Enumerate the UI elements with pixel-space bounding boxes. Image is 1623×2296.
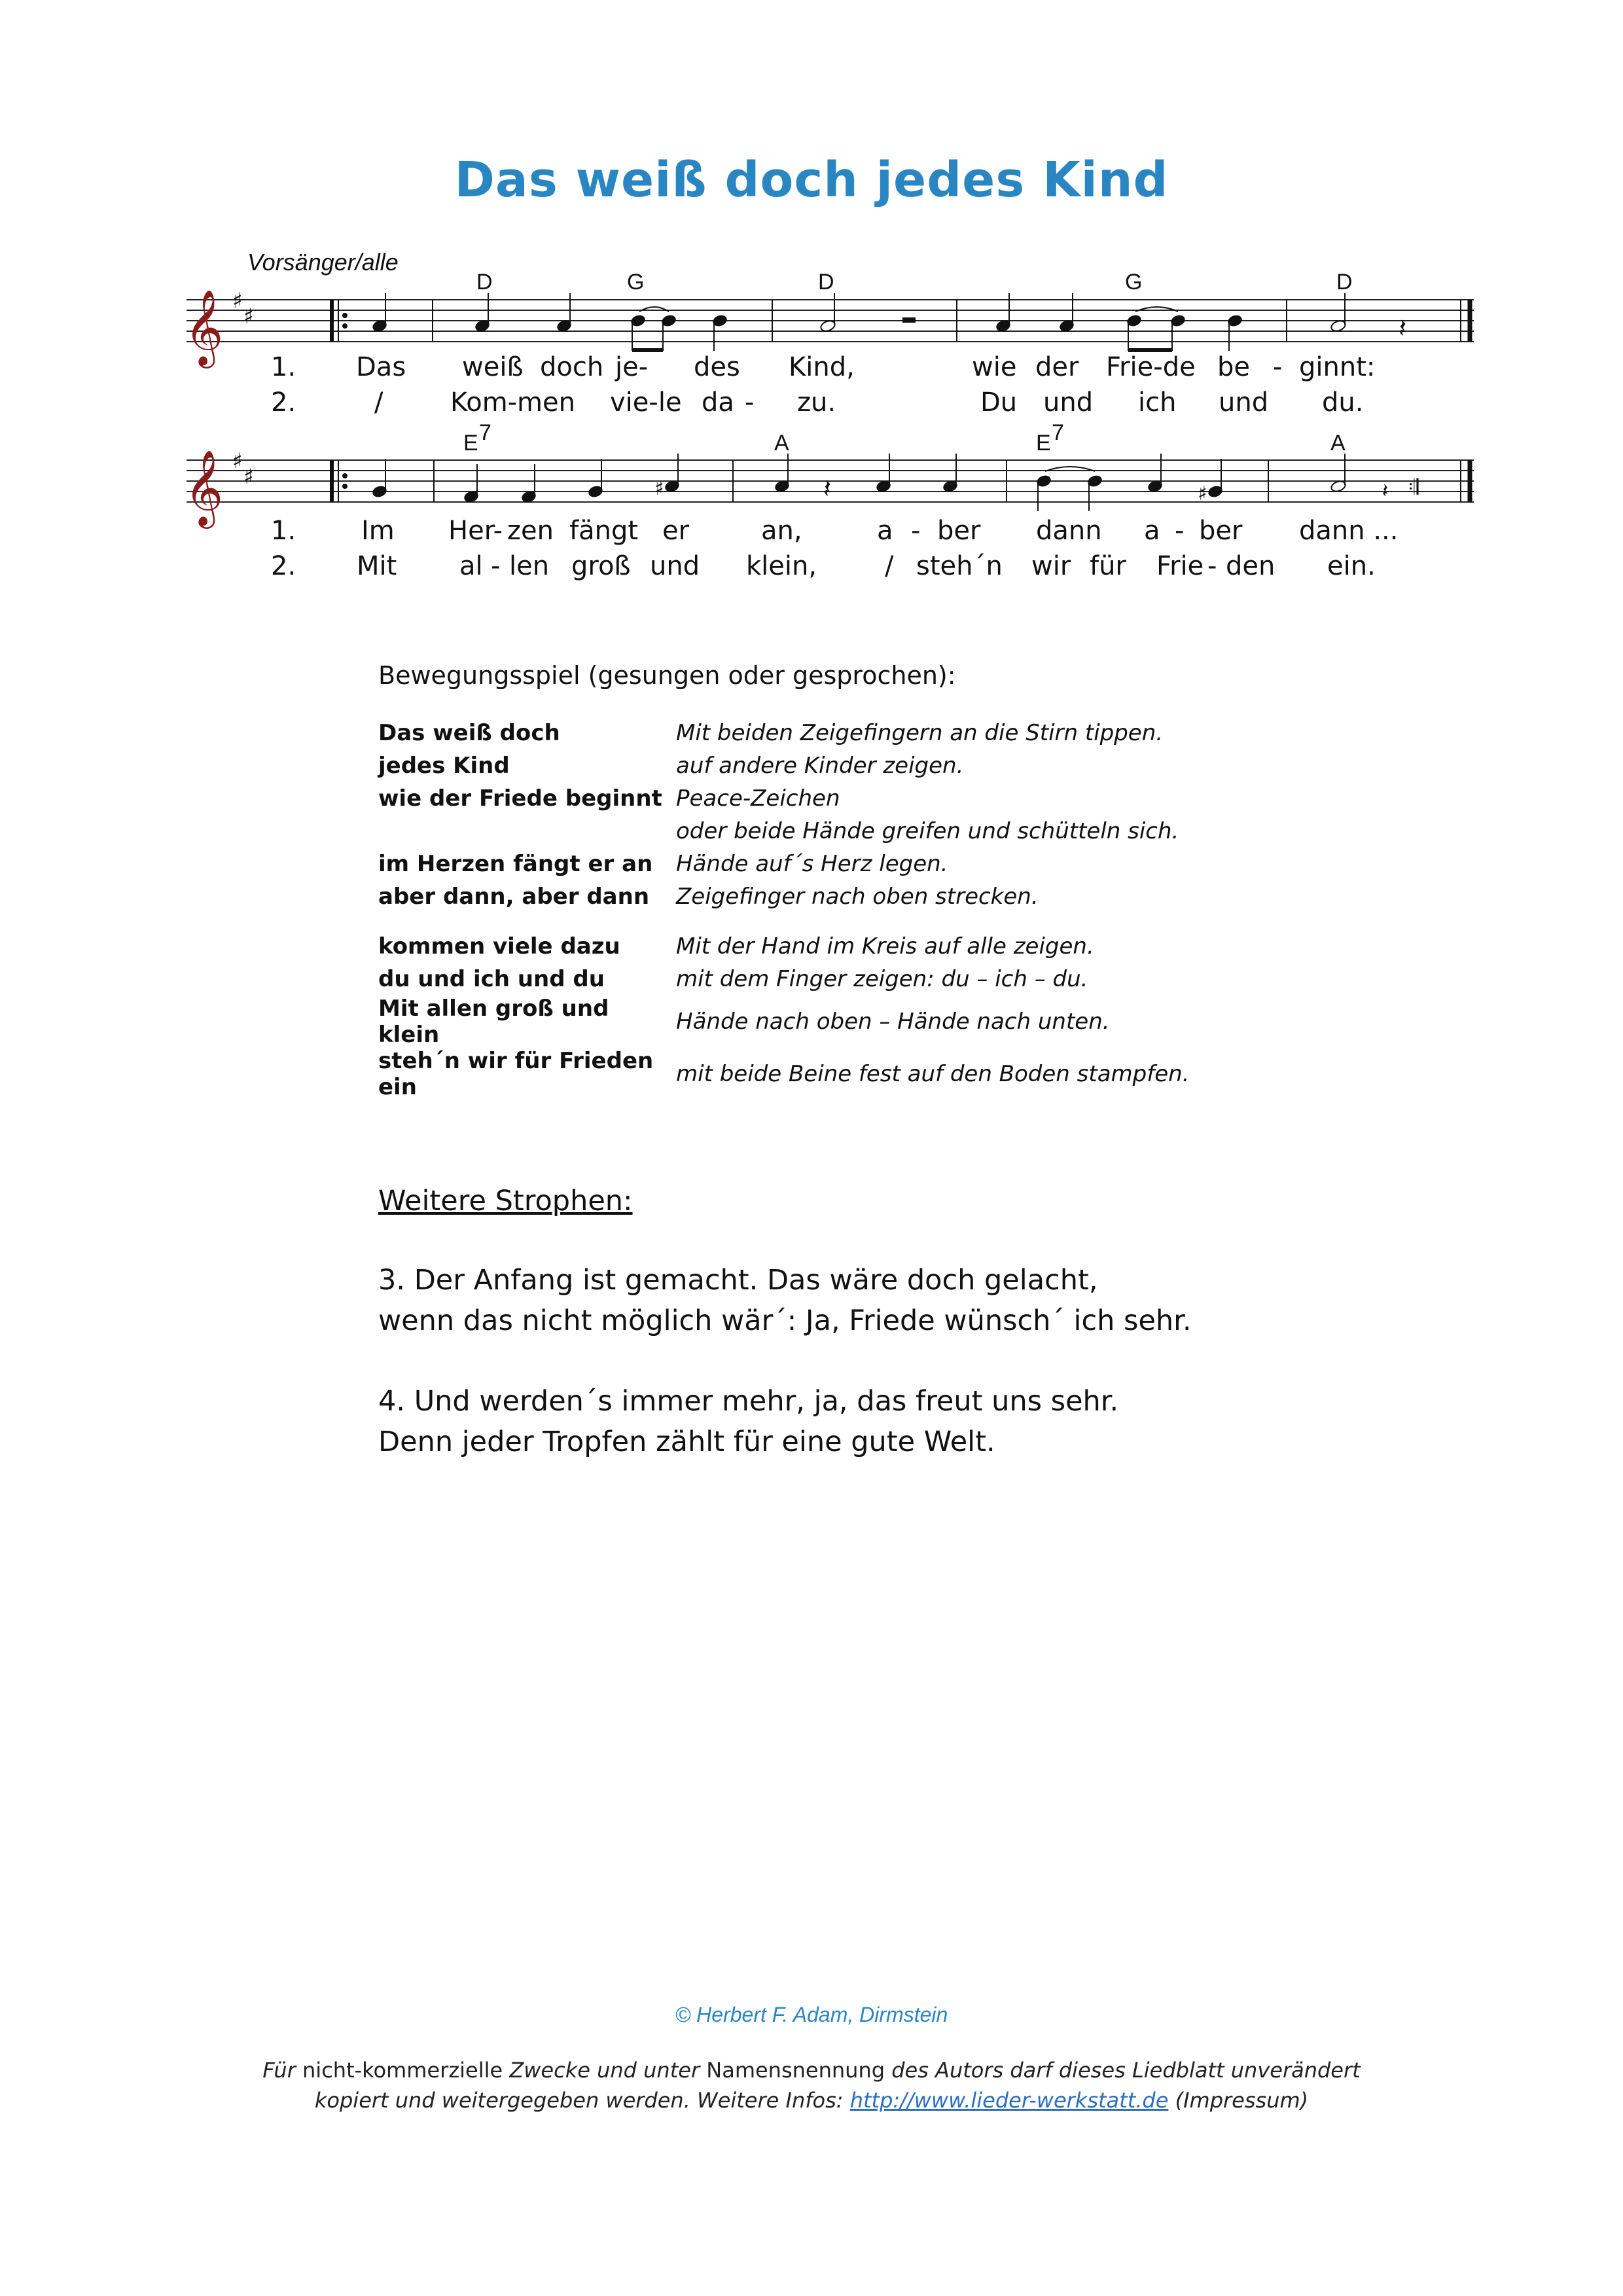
table-row [378,815,1190,848]
lyric-syllable: ich [1138,387,1177,418]
move-lyric: im Herzen fängt er an [378,851,653,877]
move-action: Hände auf´s Herz legen. [676,851,948,877]
lyric-syllable: Her- [448,516,503,546]
move-lyric: steh´n wir für Frieden ein [378,1048,654,1100]
lyric-hyphen: - [1175,516,1185,546]
move-lyric: jedes Kind [378,753,510,779]
lyric-syllable: Im [361,516,395,546]
quarter-rest-icon: 𝄽 [1399,314,1407,344]
move-action: Hände nach oben – Hände nach unten. [676,1009,1110,1035]
chord-superscript: 7 [1052,420,1064,445]
move-action: Mit beiden Zeigefingern an die Stirn tippen. [676,720,1164,746]
quarter-rest-icon: 𝄽 [823,474,832,504]
lyric-syllable: den [1226,551,1275,581]
table-row [378,930,1190,963]
staff-system-2 [0,419,1623,530]
verse-number: 1. [271,516,296,546]
license-text: Für [262,2058,303,2083]
move-lyric [378,815,676,848]
movement-game-table [378,717,1190,1100]
verse-number: 2. [271,387,296,418]
lyric-syllable: ein. [1327,551,1376,581]
key-sharp-icon: ♯ [243,304,254,329]
key-sharp-icon: ♯ [243,464,254,489]
lyric-syllable: ber [937,516,981,546]
lyric-syllable: er [662,516,690,546]
lyric-syllable: / [374,387,383,418]
move-lyric: kommen viele dazu [378,933,620,960]
verse-3 [378,1260,1192,1341]
chord-symbol: D [1336,270,1353,295]
lyric-syllable: groß [571,551,631,581]
move-action: mit beide Beine fest auf den Boden stampfen. [676,1061,1190,1087]
move-lyric: aber dann, aber dann [378,884,650,910]
lyric-syllable: zu. [797,387,836,418]
lyric-syllable: je- [615,352,649,382]
lyric-syllable: be [1217,352,1250,382]
table-row [378,717,1190,749]
lyric-syllable: Du [980,387,1018,418]
lyric-syllable: der [1035,352,1079,382]
license-emphasis: Namensnennung [706,2058,885,2083]
lyric-syllable: vie-le [610,387,682,418]
lyric-syllable: ginnt: [1299,352,1376,382]
lyric-syllable: len [509,551,550,581]
lyric-syllable: wie [972,352,1017,382]
verse-line: wenn das nicht möglich wär´: Ja, Friede wünsch´ ich sehr. [378,1304,1192,1337]
table-row [378,848,1190,880]
sharp-accidental-icon: ♯ [654,477,664,500]
song-title: Das weiß doch jedes Kind [454,152,1169,208]
lyric-syllable: klein, [746,551,817,581]
move-lyric: du und ich und du [378,966,605,992]
sharp-accidental-icon: ♯ [1198,482,1207,505]
chord-symbol: G [627,270,645,295]
lyric-syllable: al [459,551,483,581]
chord-symbol: A [774,431,789,456]
license-text: des Autors darf dieses Liedblatt unverändert [885,2058,1361,2083]
lyric-syllable: und [1043,387,1094,418]
lyric-syllable: du. [1322,387,1364,418]
move-lyric: Das weiß doch [378,720,560,746]
repeat-end-icon: 𝄇 [1408,475,1419,499]
move-action: Mit der Hand im Kreis auf alle zeigen. [676,933,1094,960]
lyric-syllable: a [877,516,893,546]
lyric-syllable: ber [1199,516,1243,546]
license-emphasis: nicht-kommerzielle [302,2058,503,2083]
table-row [378,880,1190,913]
license-text: Zwecke und unter [503,2058,707,2083]
copyright-notice: © Herbert F. Adam, Dirmstein [675,2003,948,2026]
lyric-hyphen: - [745,387,755,418]
lyric-syllable: wir [1031,551,1071,581]
lyric-syllable: steh´n [916,551,1003,581]
table-row [378,782,1190,815]
website-link[interactable]: http://www.lieder-werkstatt.de [849,2088,1169,2113]
chord-symbol: D [818,270,834,295]
verse-line: 4. Und werden´s immer mehr, ja, das freut uns sehr. [378,1385,1119,1418]
lyric-syllable: des [694,352,740,382]
movement-game-heading: Bewegungsspiel (gesungen oder gesprochen): [378,661,956,690]
move-action: mit dem Finger zeigen: du – ich – du. [676,966,1088,992]
lyric-hyphen: - [911,516,921,546]
license-notice [0,2055,1623,2115]
chord-symbol: E [463,431,478,456]
lyric-hyphen: - [1207,551,1217,581]
table-row [378,963,1190,996]
chord-symbol: A [1330,431,1346,456]
lyric-syllable: zen [507,516,554,546]
table-row [378,996,1190,1048]
lyric-syllable: Frie-de [1106,352,1196,382]
verse-line: 3. Der Anfang ist gemacht. Das wäre doch gelacht, [378,1264,1098,1297]
lyric-hyphen: - [1273,352,1283,382]
verse-4 [378,1381,1118,1462]
license-text: kopiert und weitergegeben werden. Weitere Infos: [314,2088,850,2113]
lyric-syllable: und [650,551,700,581]
license-text: (Impressum) [1168,2088,1309,2113]
chord-symbol: D [476,270,493,295]
lyric-syllable: men [517,387,575,418]
performer-label: Vorsänger/alle [247,249,399,276]
lyric-syllable: Frie [1156,551,1204,581]
table-row [378,1048,1190,1100]
chord-symbol: E [1036,431,1051,456]
verse-number: 2. [271,551,296,581]
quarter-rest-icon: 𝄽 [1382,480,1389,503]
lyric-syllable: für [1090,551,1126,581]
lyric-syllable: Mit [357,551,397,581]
lyric-syllable: / [885,551,894,581]
lyric-syllable: dann ... [1299,516,1399,546]
lyric-syllable: da [702,387,734,418]
verse-number: 1. [271,352,296,382]
key-sharp-icon: ♯ [232,288,243,313]
table-row [378,749,1190,782]
treble-clef-icon: 𝄞 [185,289,224,365]
lyric-syllable: Kind, [789,352,855,382]
lyric-syllable: dann [1036,516,1102,546]
move-lyric: Mit allen groß und klein [378,996,609,1048]
move-lyric: wie der Friede beginnt [378,785,662,812]
key-sharp-icon: ♯ [232,448,243,473]
more-verses-heading: Weitere Strophen: [378,1185,633,1217]
chord-superscript: 7 [479,420,491,445]
lyric-syllable: doch [540,352,604,382]
lyric-syllable: a [1144,516,1160,546]
lyric-syllable: Das [356,352,406,382]
move-action: auf andere Kinder zeigen. [676,753,964,779]
lyric-syllable: fängt [569,516,639,546]
move-action: Zeigefinger nach oben strecken. [676,884,1039,910]
lyric-syllable: weiß [462,352,524,382]
verse-line: Denn jeder Tropfen zählt für eine gute Welt. [378,1426,995,1458]
chord-symbol: G [1125,270,1143,295]
lyric-syllable: Kom- [450,387,518,418]
lyric-hyphen: - [491,551,501,581]
lyric-syllable: an, [761,516,802,546]
treble-clef-icon: 𝄞 [185,449,224,526]
move-action: Peace-Zeichen [676,785,840,812]
move-action: oder beide Hände greifen und schütteln sich. [676,818,1179,844]
lyric-syllable: und [1219,387,1269,418]
